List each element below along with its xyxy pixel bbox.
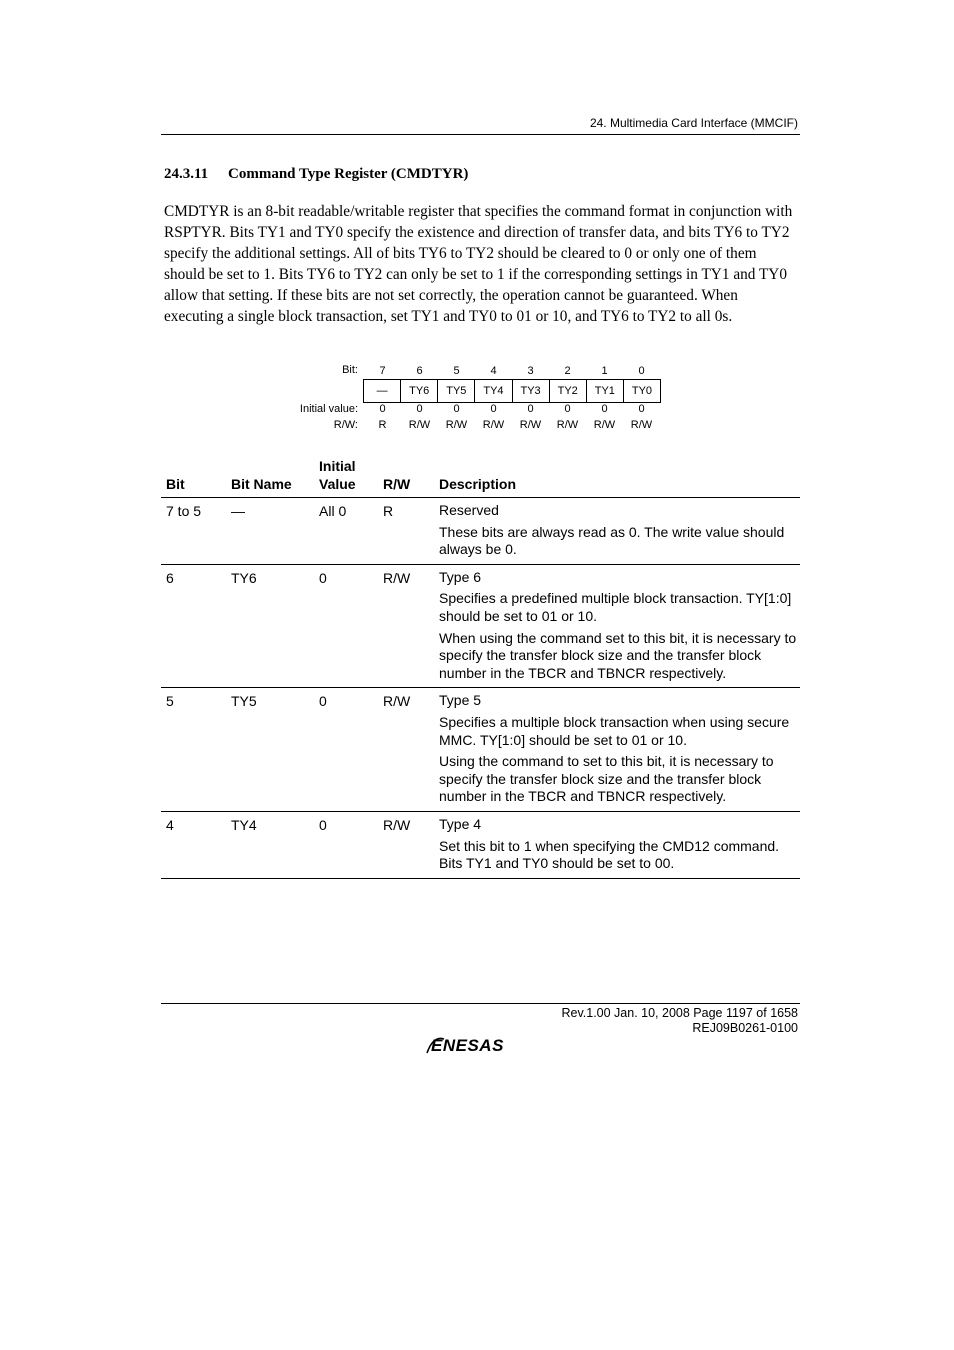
table-row (161, 565, 800, 689)
bit-number: 2 (564, 365, 571, 377)
initial-value: 0 (527, 403, 534, 415)
rw-value: R/W (445, 419, 468, 431)
header-rw: R/W (383, 476, 411, 492)
renesas-logo (424, 1035, 542, 1060)
register-field: TY1 (586, 380, 623, 402)
row-bit: 7 to 5 (166, 503, 202, 519)
bit-number: 5 (453, 365, 460, 377)
bit-label: Bit: (342, 364, 358, 376)
initial-value-label: Initial value: (299, 403, 358, 415)
row-rw: R/W (383, 569, 411, 586)
rw-value: R (378, 419, 387, 431)
initial-value: 0 (564, 403, 571, 415)
rw-value: R/W (593, 419, 616, 431)
register-field: TY0 (623, 380, 660, 402)
table-header (161, 455, 800, 498)
initial-value: 0 (490, 403, 497, 415)
rw-value: R/W (519, 419, 542, 431)
rw-label: R/W: (333, 419, 358, 431)
row-description (439, 816, 799, 873)
rw-value: R/W (482, 419, 505, 431)
row-bit-name: TY6 (231, 569, 257, 586)
bit-number: 1 (601, 365, 608, 377)
register-field: TY3 (512, 380, 549, 402)
description-line: Type 5 (439, 692, 482, 709)
header-bit-name: Bit Name (231, 476, 292, 492)
description-line: These bits are always read as 0. The write value should always be 0. (439, 523, 785, 558)
header-value: Value (319, 476, 356, 492)
bit-number: 3 (527, 365, 534, 377)
row-bit: 5 (166, 693, 174, 710)
description-line: Type 4 (439, 815, 482, 832)
description-line: Specifies a multiple block transaction when using secure MMC. TY[1:0] should be set to 01 or 10. (439, 713, 790, 748)
intro-paragraph: CMDTYR is an 8-bit readable/writable register that specifies the command format in conjunction with RSPTYR. Bits TY1 and TY0 specify the existence and direction of transfer data, and bits TY6 to TY2 specify the additional settings. All of bits TY6 to TY2 should be cleared to 0 or only one of them should be set to 1. Bits TY6 to TY2 can only be set to 1 if the corresponding settings in TY1 and TY0 allow that setting. If these bits are not set correctly, the operation cannot be guaranteed. When executing a single block transaction, set TY1 and TY0 to 01 or 10, and TY6 to TY2 to all 0s. (164, 203, 793, 325)
rw-value: R/W (630, 419, 653, 431)
section-title: Command Type Register (CMDTYR) (228, 166, 469, 182)
description-line: Type 6 (439, 568, 482, 585)
description-line: Using the command to set to this bit, it is necessary to specify the transfer block size and the transfer block number in the TBCR and TBNCR respectively. (439, 753, 774, 805)
row-initial: 0 (319, 569, 327, 586)
row-bit: 6 (166, 569, 174, 586)
row-description (439, 692, 799, 806)
description-line: Set this bit to 1 when specifying the CMD12 command. Bits TY1 and TY0 should be set to 00. (439, 837, 780, 872)
description-line: When using the command set to this bit, it is necessary to specify the transfer block size and the transfer block number in the TBCR and TBNCR respectively. (439, 629, 797, 681)
row-description (439, 569, 799, 683)
register-field: — (376, 385, 388, 397)
row-initial: 0 (319, 816, 327, 833)
table-row (161, 498, 800, 565)
row-bit-name: — (231, 503, 245, 519)
rw-value: R/W (408, 419, 431, 431)
initial-value: 0 (453, 403, 460, 415)
initial-value: 0 (416, 403, 423, 415)
svg-text:ENESAS: ENESAS (431, 1036, 504, 1055)
initial-value: 0 (638, 403, 645, 415)
footer-divider (161, 1003, 800, 1004)
initial-value: 0 (379, 403, 386, 415)
register-field: TY5 (437, 380, 474, 402)
table-row (161, 688, 800, 812)
row-rw: R/W (383, 816, 411, 833)
header-divider (161, 134, 800, 135)
header-bit: Bit (166, 476, 185, 492)
register-field: TY4 (474, 380, 511, 402)
row-bit-name: TY5 (231, 693, 257, 710)
bit-description-table (161, 455, 800, 879)
document-number: REJ09B0261-0100 (692, 1021, 798, 1035)
row-rw: R/W (383, 693, 411, 710)
header-initial: Initial (319, 458, 356, 474)
row-initial: 0 (319, 693, 327, 710)
register-field: TY6 (400, 380, 437, 402)
description-line: Specifies a predefined multiple block transaction. TY[1:0] should be set to 01 or 10. (439, 590, 792, 624)
bit-number: 7 (379, 365, 386, 377)
revision-info: Rev.1.00 Jan. 10, 2008 Page 1197 of 1658 (561, 1006, 798, 1020)
header-description: Description (439, 476, 517, 492)
row-bit-name: TY4 (231, 816, 257, 833)
row-initial: All 0 (319, 503, 347, 519)
rw-value: R/W (556, 419, 579, 431)
initial-value: 0 (601, 403, 608, 415)
register-field: TY2 (549, 380, 586, 402)
section-heading (164, 166, 468, 183)
section-number: 24.3.11 (164, 166, 209, 182)
row-rw: R (383, 503, 394, 519)
page-footer (561, 1006, 798, 1036)
bit-number: 0 (638, 365, 645, 377)
row-bit: 4 (166, 816, 174, 833)
table-row (161, 812, 800, 879)
register-fields (363, 379, 661, 403)
bit-number: 4 (490, 365, 497, 377)
row-description (439, 502, 799, 559)
description-line: Reserved (439, 502, 499, 518)
chapter-title: 24. Multimedia Card Interface (MMCIF) (589, 116, 798, 130)
bit-number: 6 (416, 365, 423, 377)
